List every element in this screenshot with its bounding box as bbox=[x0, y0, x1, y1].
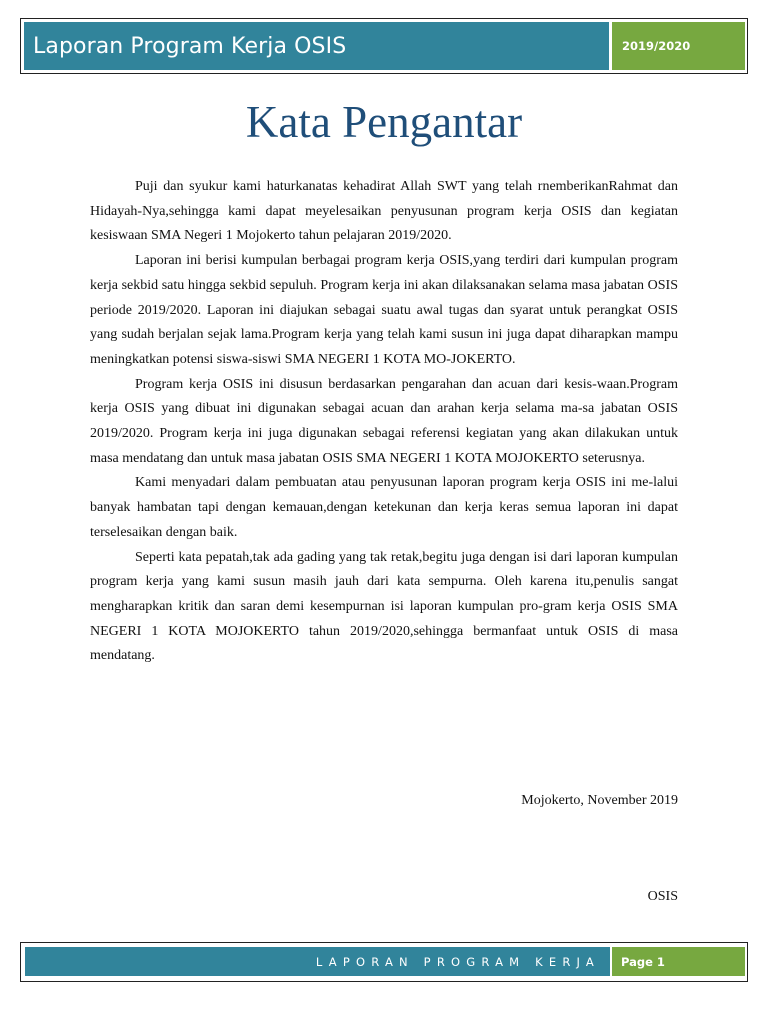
paragraph: Kami menyadari dalam pembuatan atau penyusunan laporan program kerja OSIS ini me-lalui banyak hambatan tapi dengan kemauan,dengan ketekunan dan kerja keras semua laporan ini dapat terselesaikan dengan baik. bbox=[90, 475, 678, 540]
closing-signature: OSIS bbox=[647, 889, 678, 904]
footer-label-box bbox=[25, 947, 610, 976]
page-number: Page 1 bbox=[621, 954, 665, 969]
header-year-box bbox=[612, 22, 745, 70]
paragraph: Laporan ini berisi kumpulan berbagai program kerja OSIS,yang terdiri dari kumpulan program kerja sekbid satu hingga sekbid sepuluh. Program kerja ini akan dilaksanakan selama masa jabatan OSIS periode 2019/2020. Laporan ini diajukan sebagai suatu awal tugas dan syarat untuk perangkat OSIS yang sudah berjalan sejak lama.Program kerja yang telah kami susun ini juga dapat diharapkan mampu meningkatkan potensi siswa-siswi SMA NEGERI 1 KOTA MO-JOKERTO. bbox=[90, 253, 678, 367]
header-title: Laporan Program Kerja OSIS bbox=[33, 33, 347, 59]
paragraph: Program kerja OSIS ini disusun berdasarkan pengarahan dan acuan dari kesis-waan.Program kerja OSIS yang dibuat ini digunakan sebagai acuan dan arahan kerja selama ma-sa jabatan OSIS 2019/2020. Program kerja ini juga digunakan sebagai referensi kegiatan yang akan dilakukan untuk masa mendatang dan untuk masa jabatan OSIS SMA NEGERI 1 KOTA MOJOKERTO seterusnya. bbox=[90, 376, 678, 466]
footer-label: LAPORAN PROGRAM KERJA bbox=[315, 954, 600, 969]
page-title: Kata Pengantar bbox=[245, 97, 523, 147]
footer-page-box bbox=[612, 947, 745, 976]
closing-place-date: Mojokerto, November 2019 bbox=[521, 793, 678, 808]
paragraph: Seperti kata pepatah,tak ada gading yang tak retak,begitu juga dengan isi dari laporan kumpulan program kerja yang kami susun masih jauh dari kata sempurna. Oleh karena itu,penulis sangat mengharapkan kritik dan saran demi kesempurnan isi laporan kumpulan pro-gram kerja OSIS SMA NEGERI 1 KOTA MOJOKERTO tahun 2019/2020,sehingga bermanfaat untuk OSIS di masa mendatang. bbox=[90, 549, 678, 664]
header-title-box bbox=[24, 22, 609, 70]
paragraph: Puji dan syukur kami haturkanatas kehadirat Allah SWT yang telah rnemberikanRahmat dan Hidayah-Nya,sehingga kami dapat meyelesaikan penyusunan program kerja OSIS dan kegiatan kesiswaan SMA Negeri 1 Mojokerto tahun pelajaran 2019/2020. bbox=[90, 179, 678, 244]
document-body bbox=[90, 175, 678, 669]
header-year: 2019/2020 bbox=[622, 39, 691, 53]
